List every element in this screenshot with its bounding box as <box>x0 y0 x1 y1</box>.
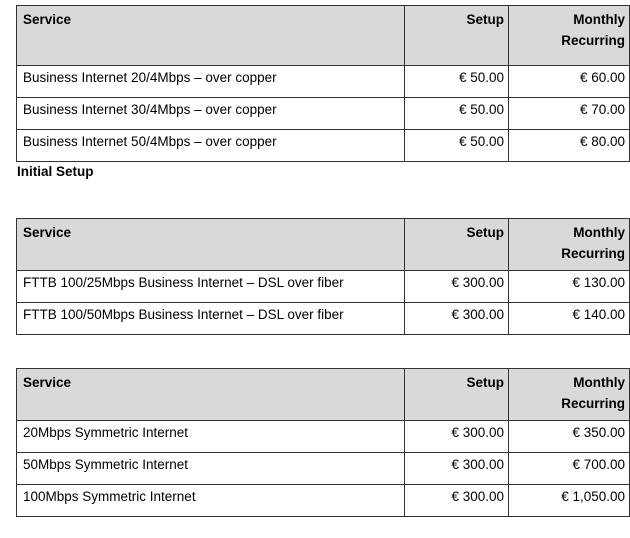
table-header-row <box>17 219 630 271</box>
monthly-price-cell: € 60.00 <box>509 66 630 98</box>
setup-price-cell: € 300.00 <box>405 271 509 303</box>
table-row <box>17 66 630 98</box>
monthly-price-cell: € 70.00 <box>509 98 630 130</box>
fttb-internet-price-table <box>16 218 630 335</box>
service-column-header: Service <box>17 369 405 421</box>
setup-price-cell: € 300.00 <box>405 421 509 453</box>
monthly-price-cell: € 80.00 <box>509 130 630 162</box>
table-row <box>17 98 630 130</box>
setup-column-header: Setup <box>405 219 509 271</box>
service-cell: Business Internet 50/4Mbps – over copper <box>17 130 405 162</box>
monthly-price-cell: € 700.00 <box>509 453 630 485</box>
table-row <box>17 130 630 162</box>
table-row <box>17 453 630 485</box>
service-column-header: Service <box>17 219 405 271</box>
table-row <box>17 271 630 303</box>
service-column-header: Service <box>17 6 405 66</box>
service-cell: 20Mbps Symmetric Internet <box>17 421 405 453</box>
setup-price-cell: € 50.00 <box>405 66 509 98</box>
monthly-price-cell: € 140.00 <box>509 303 630 335</box>
monthly-recurring-column-header: Monthly Recurring <box>509 6 630 66</box>
setup-price-cell: € 300.00 <box>405 485 509 517</box>
setup-price-cell: € 50.00 <box>405 98 509 130</box>
setup-price-cell: € 300.00 <box>405 303 509 335</box>
monthly-price-cell: € 130.00 <box>509 271 630 303</box>
setup-price-cell: € 300.00 <box>405 453 509 485</box>
monthly-price-cell: € 1,050.00 <box>509 485 630 517</box>
service-cell: 100Mbps Symmetric Internet <box>17 485 405 517</box>
setup-column-header: Setup <box>405 6 509 66</box>
table-header-row <box>17 6 630 66</box>
service-cell: Business Internet 30/4Mbps – over copper <box>17 98 405 130</box>
copper-internet-price-table <box>16 5 630 162</box>
service-cell: FTTB 100/50Mbps Business Internet – DSL over fiber <box>17 303 405 335</box>
table-row <box>17 303 630 335</box>
table-row <box>17 421 630 453</box>
table-row <box>17 485 630 517</box>
table-header-row <box>17 369 630 421</box>
monthly-recurring-column-header: Monthly Recurring <box>509 369 630 421</box>
service-cell: Business Internet 20/4Mbps – over copper <box>17 66 405 98</box>
section-heading: Initial Setup <box>17 164 94 179</box>
service-cell: FTTB 100/25Mbps Business Internet – DSL over fiber <box>17 271 405 303</box>
monthly-price-cell: € 350.00 <box>509 421 630 453</box>
service-cell: 50Mbps Symmetric Internet <box>17 453 405 485</box>
monthly-recurring-column-header: Monthly Recurring <box>509 219 630 271</box>
symmetric-internet-price-table <box>16 368 630 517</box>
setup-price-cell: € 50.00 <box>405 130 509 162</box>
setup-column-header: Setup <box>405 369 509 421</box>
